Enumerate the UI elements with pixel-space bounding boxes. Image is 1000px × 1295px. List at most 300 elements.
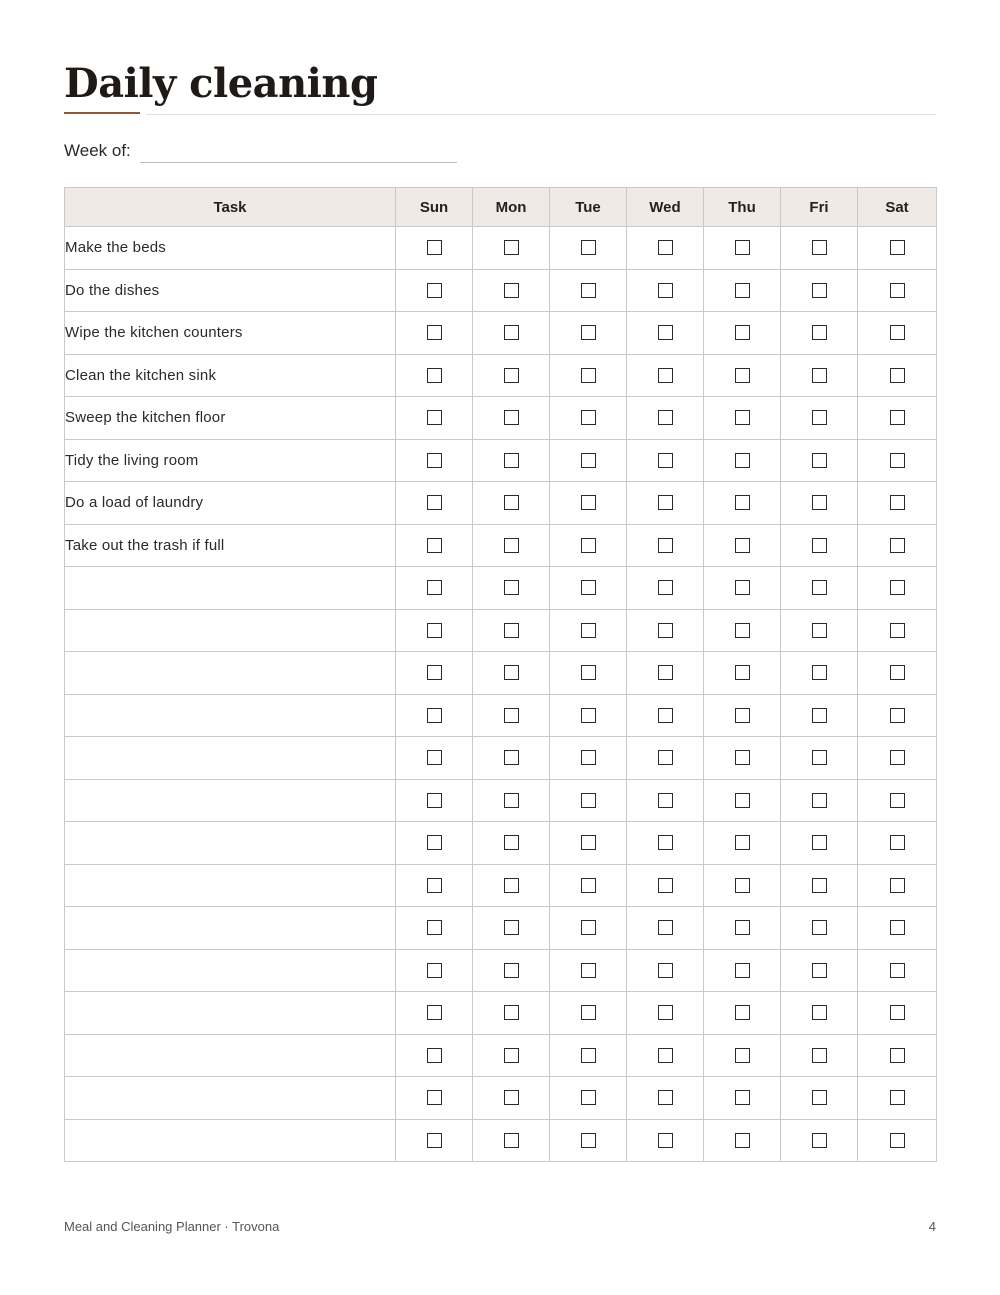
day-check-cell <box>627 992 704 1035</box>
day-check-cell <box>781 482 858 525</box>
checkbox[interactable] <box>581 325 596 340</box>
checkbox[interactable] <box>890 1133 905 1148</box>
checkbox[interactable] <box>581 878 596 893</box>
task-cell[interactable]: Take out the trash if full <box>65 524 396 567</box>
day-check-cell <box>858 694 937 737</box>
day-check-cell <box>704 779 781 822</box>
day-check-cell <box>396 354 473 397</box>
day-check-cell <box>473 482 550 525</box>
day-check-cell <box>473 1077 550 1120</box>
day-check-cell <box>858 1119 937 1162</box>
day-check-cell <box>704 227 781 270</box>
day-check-cell <box>627 269 704 312</box>
checkbox[interactable] <box>735 1090 750 1105</box>
day-check-cell <box>396 737 473 780</box>
table-row <box>65 609 937 652</box>
checkbox[interactable] <box>427 665 442 680</box>
day-check-cell <box>858 439 937 482</box>
checkbox[interactable] <box>658 878 673 893</box>
task-cell[interactable] <box>65 822 396 865</box>
checkbox[interactable] <box>658 665 673 680</box>
checkbox[interactable] <box>735 580 750 595</box>
day-check-cell <box>627 1077 704 1120</box>
day-check-cell <box>704 907 781 950</box>
checkbox[interactable] <box>504 793 519 808</box>
checkbox[interactable] <box>658 410 673 425</box>
checkbox[interactable] <box>581 1048 596 1063</box>
task-cell[interactable] <box>65 652 396 695</box>
table-row <box>65 694 937 737</box>
checkbox[interactable] <box>812 963 827 978</box>
checkbox[interactable] <box>658 1133 673 1148</box>
day-check-cell <box>858 312 937 355</box>
checkbox[interactable] <box>504 623 519 638</box>
day-column-header: Sun <box>396 188 473 227</box>
table-header-row <box>65 188 937 227</box>
checkbox[interactable] <box>812 750 827 765</box>
day-check-cell <box>627 907 704 950</box>
checkbox[interactable] <box>658 750 673 765</box>
checkbox[interactable] <box>890 1090 905 1105</box>
checkbox[interactable] <box>890 750 905 765</box>
checkbox[interactable] <box>890 538 905 553</box>
day-check-cell <box>473 567 550 610</box>
checkbox[interactable] <box>735 1005 750 1020</box>
checkbox[interactable] <box>581 1005 596 1020</box>
checkbox[interactable] <box>890 665 905 680</box>
day-check-cell <box>781 992 858 1035</box>
checkbox[interactable] <box>735 750 750 765</box>
week-of-field[interactable] <box>140 162 457 163</box>
checkbox[interactable] <box>890 325 905 340</box>
day-check-cell <box>396 269 473 312</box>
day-check-cell <box>858 482 937 525</box>
table-row <box>65 1034 937 1077</box>
checkbox[interactable] <box>812 878 827 893</box>
task-cell[interactable] <box>65 1077 396 1120</box>
checkbox[interactable] <box>581 1090 596 1105</box>
checkbox[interactable] <box>427 1133 442 1148</box>
day-check-cell <box>550 864 627 907</box>
checkbox[interactable] <box>504 325 519 340</box>
checkbox[interactable] <box>581 835 596 850</box>
day-check-cell <box>781 652 858 695</box>
checkbox[interactable] <box>504 1005 519 1020</box>
day-check-cell <box>550 312 627 355</box>
table-row <box>65 1119 937 1162</box>
checkbox[interactable] <box>658 920 673 935</box>
day-check-cell <box>704 864 781 907</box>
checkbox[interactable] <box>890 708 905 723</box>
checkbox[interactable] <box>427 325 442 340</box>
day-check-cell <box>396 227 473 270</box>
checkbox[interactable] <box>658 240 673 255</box>
checkbox[interactable] <box>735 878 750 893</box>
checkbox[interactable] <box>735 793 750 808</box>
checkbox[interactable] <box>890 878 905 893</box>
task-cell[interactable]: Sweep the kitchen floor <box>65 397 396 440</box>
checkbox[interactable] <box>427 580 442 595</box>
checkbox[interactable] <box>504 878 519 893</box>
checkbox[interactable] <box>581 538 596 553</box>
checkbox[interactable] <box>812 325 827 340</box>
checkbox[interactable] <box>658 283 673 298</box>
checkbox[interactable] <box>735 665 750 680</box>
task-cell[interactable] <box>65 992 396 1035</box>
checkbox[interactable] <box>658 835 673 850</box>
checkbox[interactable] <box>504 1048 519 1063</box>
checkbox[interactable] <box>427 240 442 255</box>
task-cell[interactable]: Do a load of laundry <box>65 482 396 525</box>
day-check-cell <box>396 992 473 1035</box>
day-check-cell <box>704 397 781 440</box>
day-check-cell <box>704 694 781 737</box>
day-column-header: Fri <box>781 188 858 227</box>
checkbox[interactable] <box>735 1048 750 1063</box>
day-check-cell <box>550 907 627 950</box>
day-check-cell <box>473 439 550 482</box>
task-cell[interactable] <box>65 609 396 652</box>
day-check-cell <box>781 907 858 950</box>
task-cell[interactable] <box>65 907 396 950</box>
checkbox[interactable] <box>504 410 519 425</box>
checkbox[interactable] <box>581 240 596 255</box>
checkbox[interactable] <box>504 920 519 935</box>
day-check-cell <box>781 949 858 992</box>
checkbox[interactable] <box>890 963 905 978</box>
checkbox[interactable] <box>735 835 750 850</box>
day-check-cell <box>396 864 473 907</box>
checkbox[interactable] <box>890 623 905 638</box>
checkbox[interactable] <box>735 538 750 553</box>
checkbox[interactable] <box>427 920 442 935</box>
table-row <box>65 1077 937 1120</box>
day-check-cell <box>858 992 937 1035</box>
table-row <box>65 524 937 567</box>
task-cell[interactable] <box>65 779 396 822</box>
task-cell[interactable] <box>65 694 396 737</box>
checkbox[interactable] <box>658 453 673 468</box>
checkbox[interactable] <box>735 963 750 978</box>
table-row <box>65 949 937 992</box>
checkbox[interactable] <box>504 1090 519 1105</box>
table-row <box>65 482 937 525</box>
checkbox[interactable] <box>812 1090 827 1105</box>
checkbox[interactable] <box>812 240 827 255</box>
day-check-cell <box>858 907 937 950</box>
day-check-cell <box>396 312 473 355</box>
day-check-cell <box>473 1034 550 1077</box>
day-check-cell <box>627 354 704 397</box>
checkbox[interactable] <box>504 665 519 680</box>
checkbox[interactable] <box>504 453 519 468</box>
checkbox[interactable] <box>735 325 750 340</box>
day-check-cell <box>396 694 473 737</box>
checkbox[interactable] <box>427 495 442 510</box>
task-cell[interactable] <box>65 864 396 907</box>
checkbox[interactable] <box>812 453 827 468</box>
checkbox[interactable] <box>735 240 750 255</box>
day-check-cell <box>550 524 627 567</box>
checkbox[interactable] <box>581 453 596 468</box>
day-check-cell <box>396 1077 473 1120</box>
day-check-cell <box>704 1034 781 1077</box>
checkbox[interactable] <box>658 580 673 595</box>
day-check-cell <box>396 1119 473 1162</box>
day-check-cell <box>627 482 704 525</box>
checkbox[interactable] <box>427 793 442 808</box>
task-cell[interactable] <box>65 1119 396 1162</box>
checkbox[interactable] <box>812 793 827 808</box>
day-check-cell <box>627 737 704 780</box>
checkbox[interactable] <box>427 453 442 468</box>
checkbox[interactable] <box>890 368 905 383</box>
checkbox[interactable] <box>658 1005 673 1020</box>
task-cell[interactable] <box>65 949 396 992</box>
checkbox[interactable] <box>735 368 750 383</box>
day-check-cell <box>781 269 858 312</box>
day-check-cell <box>704 354 781 397</box>
day-check-cell <box>627 227 704 270</box>
checkbox[interactable] <box>658 793 673 808</box>
table-row <box>65 439 937 482</box>
checkbox[interactable] <box>504 708 519 723</box>
task-cell[interactable] <box>65 1034 396 1077</box>
checkbox[interactable] <box>812 495 827 510</box>
checkbox[interactable] <box>427 283 442 298</box>
checkbox[interactable] <box>658 1090 673 1105</box>
checkbox[interactable] <box>581 793 596 808</box>
checkbox[interactable] <box>427 538 442 553</box>
task-cell[interactable]: Clean the kitchen sink <box>65 354 396 397</box>
checkbox[interactable] <box>890 410 905 425</box>
day-check-cell <box>781 609 858 652</box>
checkbox[interactable] <box>504 240 519 255</box>
table-row <box>65 227 937 270</box>
day-check-cell <box>396 609 473 652</box>
checkbox[interactable] <box>658 623 673 638</box>
checkbox[interactable] <box>735 495 750 510</box>
checkbox[interactable] <box>581 665 596 680</box>
day-check-cell <box>550 1077 627 1120</box>
day-check-cell <box>550 269 627 312</box>
day-check-cell <box>781 397 858 440</box>
checkbox[interactable] <box>735 283 750 298</box>
checkbox[interactable] <box>581 580 596 595</box>
day-check-cell <box>627 609 704 652</box>
task-cell[interactable]: Make the beds <box>65 227 396 270</box>
day-check-cell <box>704 269 781 312</box>
task-column-header: Task <box>65 188 396 227</box>
checkbox[interactable] <box>427 750 442 765</box>
checkbox[interactable] <box>427 1005 442 1020</box>
task-cell[interactable]: Tidy the living room <box>65 439 396 482</box>
checkbox[interactable] <box>581 1133 596 1148</box>
table-row <box>65 992 937 1035</box>
day-check-cell <box>858 737 937 780</box>
checkbox[interactable] <box>812 368 827 383</box>
table-row <box>65 907 937 950</box>
day-check-cell <box>781 354 858 397</box>
checkbox[interactable] <box>812 920 827 935</box>
day-check-cell <box>473 822 550 865</box>
checkbox[interactable] <box>658 538 673 553</box>
checkbox[interactable] <box>504 963 519 978</box>
day-check-cell <box>858 864 937 907</box>
checkbox[interactable] <box>812 410 827 425</box>
day-check-cell <box>396 567 473 610</box>
day-check-cell <box>550 652 627 695</box>
checkbox[interactable] <box>504 750 519 765</box>
checkbox[interactable] <box>735 623 750 638</box>
checkbox[interactable] <box>581 368 596 383</box>
checkbox[interactable] <box>581 920 596 935</box>
checkbox[interactable] <box>581 750 596 765</box>
day-check-cell <box>550 694 627 737</box>
checkbox[interactable] <box>504 495 519 510</box>
checkbox[interactable] <box>581 283 596 298</box>
day-check-cell <box>550 354 627 397</box>
day-check-cell <box>858 609 937 652</box>
checkbox[interactable] <box>812 580 827 595</box>
checkbox[interactable] <box>504 1133 519 1148</box>
day-check-cell <box>858 779 937 822</box>
day-check-cell <box>781 737 858 780</box>
checkbox[interactable] <box>658 708 673 723</box>
checkbox[interactable] <box>890 793 905 808</box>
checkbox[interactable] <box>504 835 519 850</box>
checkbox[interactable] <box>427 1048 442 1063</box>
checkbox[interactable] <box>735 453 750 468</box>
checkbox[interactable] <box>812 1133 827 1148</box>
checkbox[interactable] <box>812 538 827 553</box>
checkbox[interactable] <box>658 495 673 510</box>
day-check-cell <box>550 737 627 780</box>
checkbox[interactable] <box>890 495 905 510</box>
checkbox[interactable] <box>812 1048 827 1063</box>
table-row <box>65 779 937 822</box>
day-check-cell <box>704 992 781 1035</box>
day-check-cell <box>473 737 550 780</box>
day-check-cell <box>627 949 704 992</box>
day-check-cell <box>627 439 704 482</box>
checkbox[interactable] <box>735 410 750 425</box>
checkbox[interactable] <box>812 708 827 723</box>
day-check-cell <box>473 907 550 950</box>
day-check-cell <box>781 227 858 270</box>
day-check-cell <box>704 949 781 992</box>
checkbox[interactable] <box>581 708 596 723</box>
checkbox[interactable] <box>812 1005 827 1020</box>
day-check-cell <box>473 949 550 992</box>
day-check-cell <box>704 439 781 482</box>
day-check-cell <box>627 1119 704 1162</box>
day-check-cell <box>627 652 704 695</box>
checkbox[interactable] <box>427 835 442 850</box>
checkbox[interactable] <box>581 495 596 510</box>
checkbox[interactable] <box>427 623 442 638</box>
day-check-cell <box>858 397 937 440</box>
day-check-cell <box>627 312 704 355</box>
checkbox[interactable] <box>812 835 827 850</box>
day-check-cell <box>550 609 627 652</box>
day-check-cell <box>550 227 627 270</box>
day-check-cell <box>858 269 937 312</box>
checkbox[interactable] <box>658 1048 673 1063</box>
day-check-cell <box>396 652 473 695</box>
checkbox[interactable] <box>735 920 750 935</box>
day-check-cell <box>858 1077 937 1120</box>
day-check-cell <box>781 1034 858 1077</box>
task-cell[interactable] <box>65 737 396 780</box>
checkbox[interactable] <box>504 580 519 595</box>
table-row <box>65 354 937 397</box>
day-check-cell <box>473 227 550 270</box>
day-check-cell <box>704 822 781 865</box>
checkbox[interactable] <box>812 665 827 680</box>
day-check-cell <box>396 907 473 950</box>
table-row <box>65 864 937 907</box>
day-check-cell <box>781 567 858 610</box>
task-cell[interactable]: Do the dishes <box>65 269 396 312</box>
checkbox[interactable] <box>890 1048 905 1063</box>
checkbox[interactable] <box>504 368 519 383</box>
checkbox[interactable] <box>581 623 596 638</box>
day-check-cell <box>473 312 550 355</box>
title-divider <box>146 114 936 115</box>
checkbox[interactable] <box>427 708 442 723</box>
day-check-cell <box>704 312 781 355</box>
checkbox[interactable] <box>427 1090 442 1105</box>
table-row <box>65 822 937 865</box>
checkbox[interactable] <box>890 453 905 468</box>
checkbox[interactable] <box>890 835 905 850</box>
day-check-cell <box>704 1077 781 1120</box>
day-check-cell <box>627 1034 704 1077</box>
checkbox[interactable] <box>735 708 750 723</box>
checkbox[interactable] <box>427 410 442 425</box>
checkbox[interactable] <box>812 623 827 638</box>
day-check-cell <box>550 397 627 440</box>
task-cell[interactable]: Wipe the kitchen counters <box>65 312 396 355</box>
day-check-cell <box>473 397 550 440</box>
checkbox[interactable] <box>504 283 519 298</box>
day-column-header: Sat <box>858 188 937 227</box>
checkbox[interactable] <box>890 920 905 935</box>
checkbox[interactable] <box>658 325 673 340</box>
day-check-cell <box>550 822 627 865</box>
checkbox[interactable] <box>890 1005 905 1020</box>
checkbox[interactable] <box>504 538 519 553</box>
day-check-cell <box>858 354 937 397</box>
checkbox[interactable] <box>427 368 442 383</box>
checkbox[interactable] <box>658 963 673 978</box>
task-cell[interactable] <box>65 567 396 610</box>
checkbox[interactable] <box>581 410 596 425</box>
checkbox[interactable] <box>427 963 442 978</box>
checkbox[interactable] <box>890 240 905 255</box>
checkbox[interactable] <box>890 580 905 595</box>
checkbox[interactable] <box>890 283 905 298</box>
day-check-cell <box>550 567 627 610</box>
checkbox[interactable] <box>427 878 442 893</box>
checkbox[interactable] <box>581 963 596 978</box>
day-check-cell <box>858 567 937 610</box>
checkbox[interactable] <box>658 368 673 383</box>
checkbox[interactable] <box>735 1133 750 1148</box>
checkbox[interactable] <box>812 283 827 298</box>
day-check-cell <box>704 482 781 525</box>
